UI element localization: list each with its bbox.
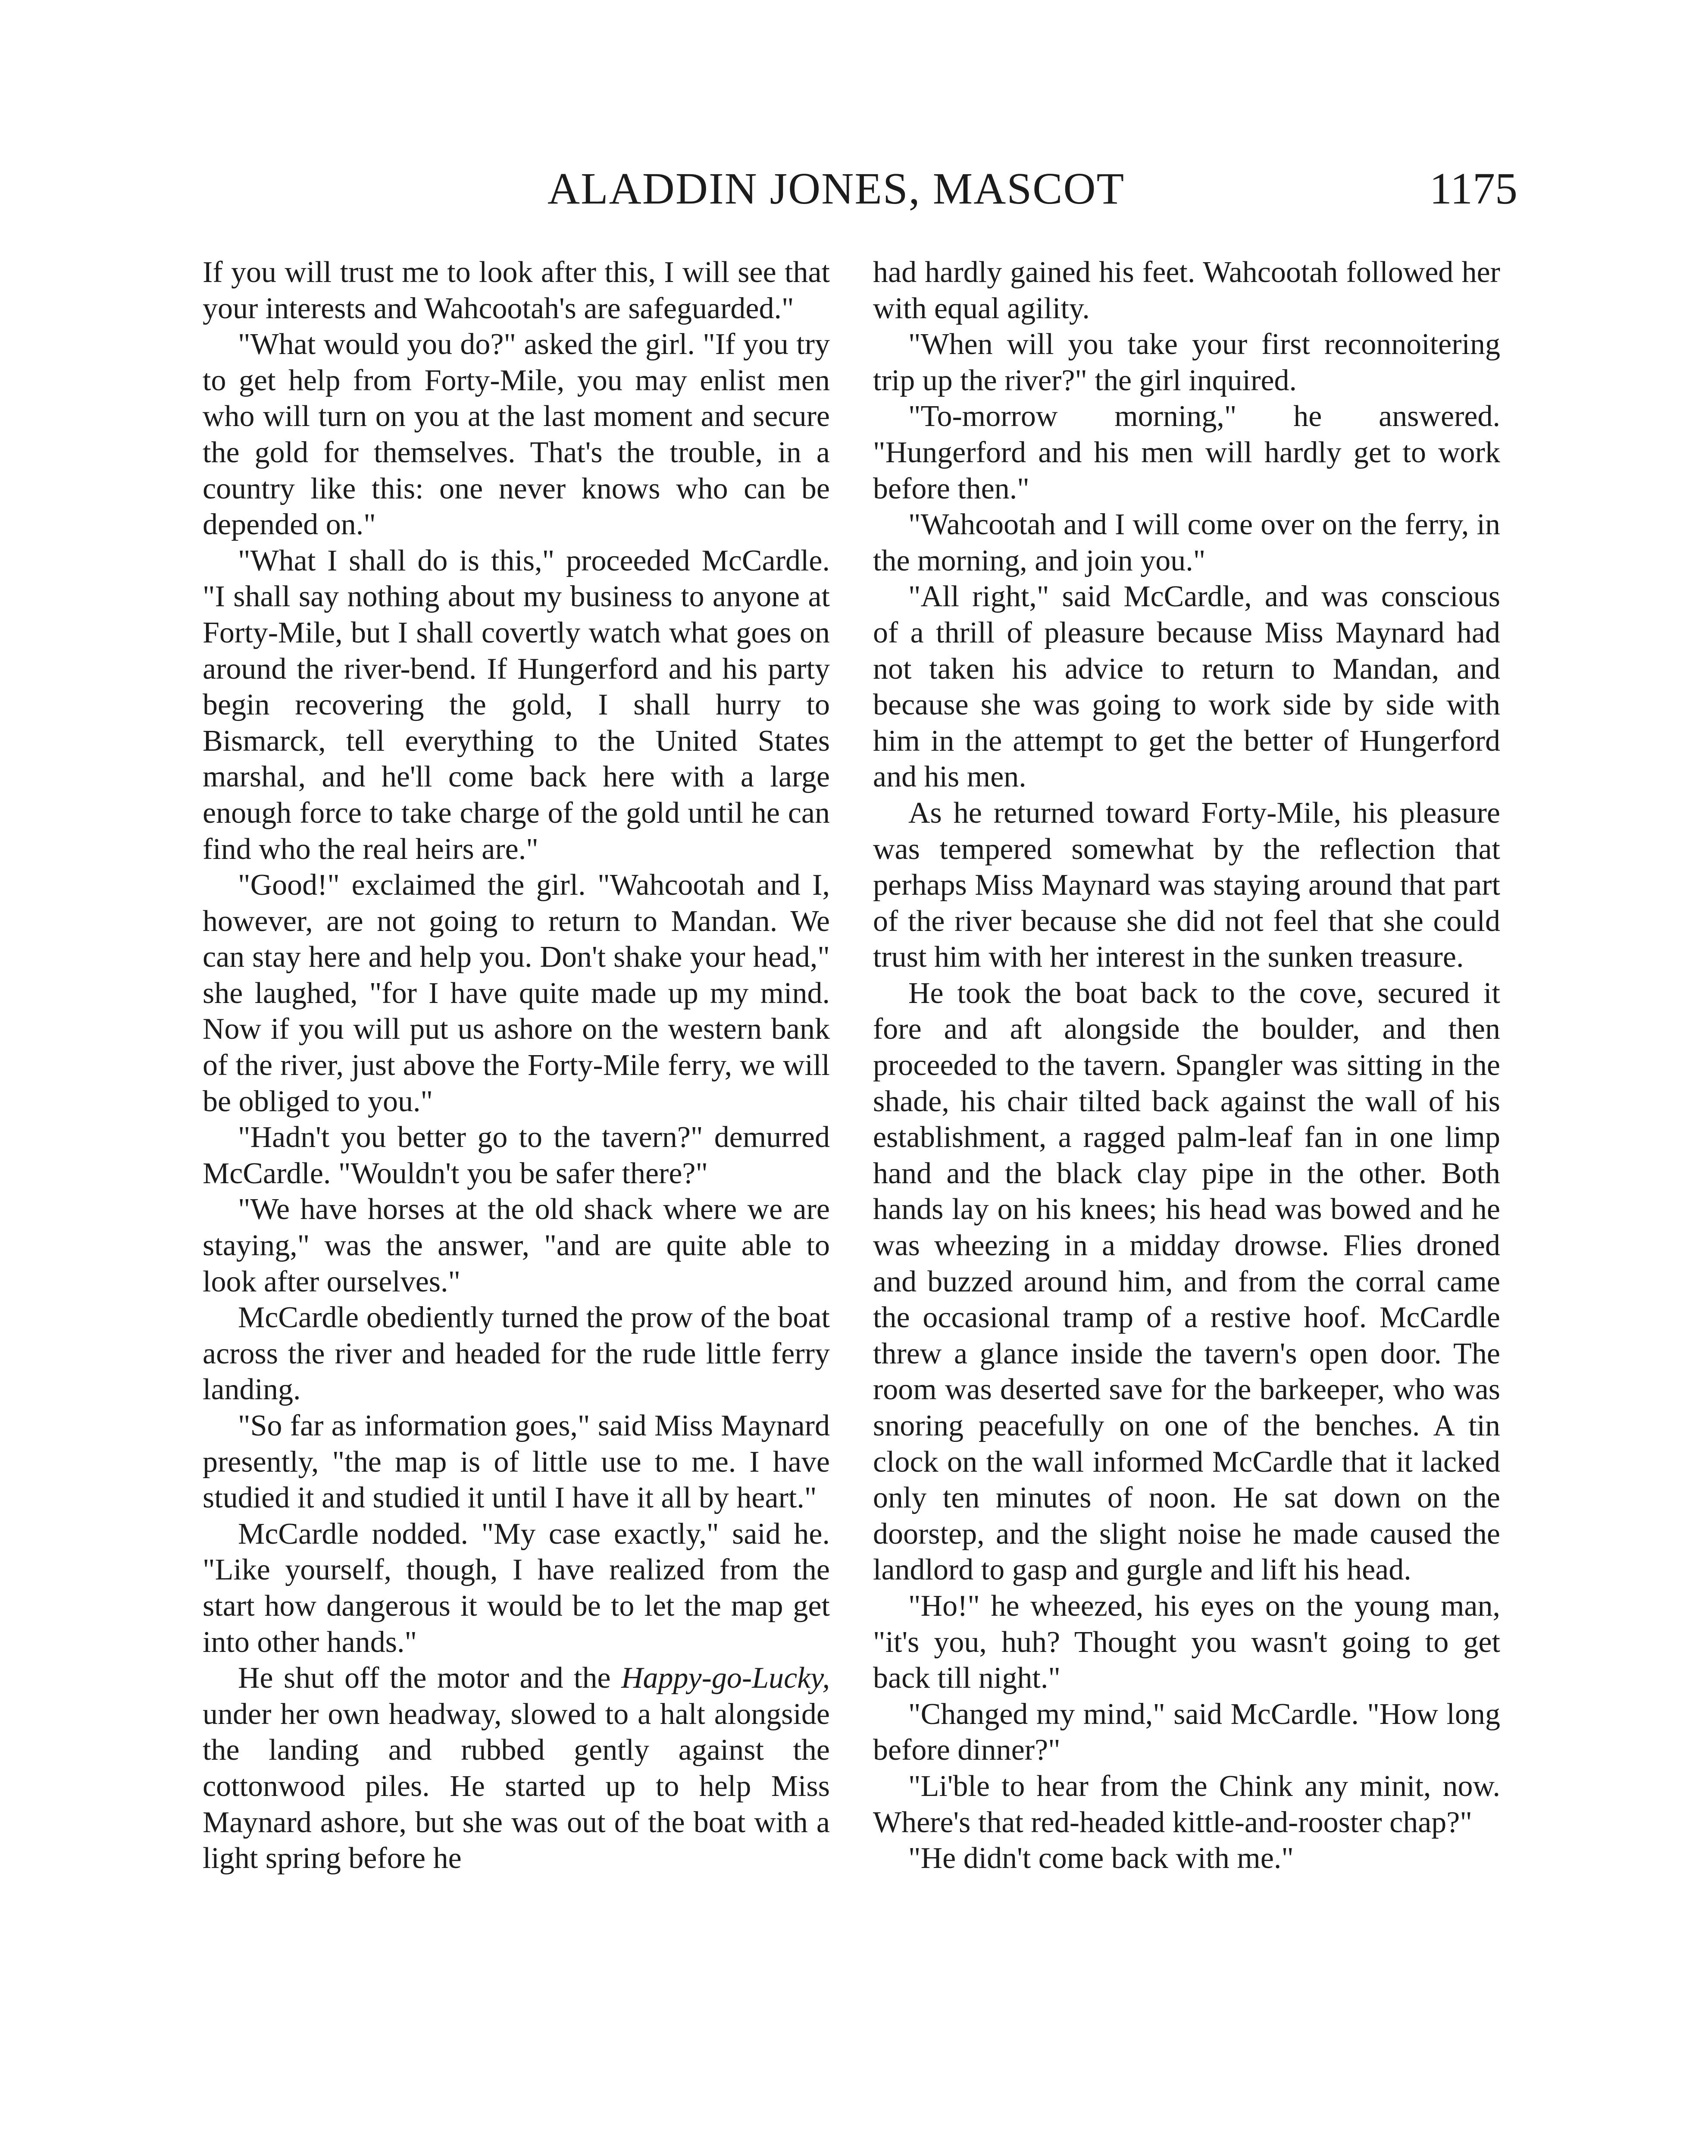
- paragraph: "Ho!" he wheezed, his eyes on the young man, "it's you, huh? Thought you wasn't going to get back till night.": [873, 1589, 1500, 1695]
- paragraph: If you will trust me to look after this, I will see that your interests and Wahcootah's are safeguarded.": [203, 256, 830, 325]
- paragraph: "What would you do?" asked the girl. "If you try to get help from Forty-Mile, you may enlist men who will turn on you at the last moment and secure the gold for themselves. That's the trouble, in a country like this: one never knows who can be depended on.": [203, 328, 830, 542]
- paragraph: "Li'ble to hear from the Chink any minit, now. Where's that red-headed kittle-and-rooster chap?": [873, 1769, 1500, 1839]
- paragraph: McCardle obediently turned the prow of the boat across the river and headed for the rude little ferry landing.: [203, 1301, 830, 1407]
- paragraph: "All right," said McCardle, and was conscious of a thrill of pleasure because Miss Maynard had not taken his advice to return to Mandan, and because she was going to work side by side with him in the attempt to get the better of Hungerford and his men.: [873, 580, 1500, 794]
- paragraph: As he returned toward Forty-Mile, his pleasure was tempered somewhat by the reflection that perhaps Miss Maynard was staying around that part of the river because she did not feel that she could trust him with her interest in the sunken treasure.: [873, 796, 1500, 974]
- right-column: [873, 254, 1500, 1877]
- paragraph: [203, 1660, 830, 1877]
- paragraph: He took the boat back to the cove, secured it fore and aft alongside the boulder, and then proceeded to the tavern. Spangler was sitting in the shade, his chair tilted back against the wall of his establishment, a ragged palm-leaf fan in one limp hand and the black clay pipe in the other. Both hands lay on his knees; his head was bowed and he was wheezing in a midday drowse. Flies droned and buzzed around him, and from the corral came the occasional tramp of a restive hoof. McCardle threw a glance inside the tavern's open door. The room was deserted save for the barkeeper, who was snoring peacefully on one of the benches. A tin clock on the wall informed McCardle that it lacked only ten minutes of noon. He sat down on the doorstep, and the slight noise he made caused the landlord to gasp and gurgle and lift his head.: [873, 976, 1500, 1587]
- left-column: [203, 254, 830, 1877]
- paragraph: "To-morrow morning," he answered. "Hungerford and his men will hardly get to work before then.": [873, 400, 1500, 505]
- paragraph: "When will you take your first reconnoitering trip up the river?" the girl inquired.: [873, 328, 1500, 397]
- paragraph: "Good!" exclaimed the girl. "Wahcootah and I, however, are not going to return to Mandan. We can stay here and help you. Don't shake your head," she laughed, "for I have quite made up my mind. Now if you will put us ashore on the western bank of the river, just above the Forty-Mile ferry, we will be obliged to you.": [203, 868, 830, 1118]
- paragraph: had hardly gained his feet. Wahcootah followed her with equal agility.: [873, 256, 1500, 325]
- paragraph: "So far as information goes," said Miss Maynard presently, "the map is of little use to me. I have studied it and studied it until I have it all by heart.": [203, 1409, 830, 1515]
- paragraph-text: under her own headway, slowed to a halt alongside the landing and rubbed gently against the cottonwood piles. He started up to help Miss Maynard ashore, but she was out of the boat with a light spring before he: [203, 1697, 830, 1875]
- paragraph: "We have horses at the old shack where we are staying," was the answer, "and are quite able to look after ourselves.": [203, 1193, 830, 1298]
- paragraph: "Wahcootah and I will come over on the ferry, in the morning, and join you.": [873, 508, 1500, 577]
- page-number: 1175: [1429, 164, 1517, 213]
- paragraph: "He didn't come back with me.": [908, 1842, 1294, 1875]
- paragraph: McCardle nodded. "My case exactly," said he. "Like yourself, though, I have realized from the start how dangerous it would be to let the map get into other hands.": [203, 1517, 830, 1659]
- boat-name: Happy-go-Lucky,: [621, 1661, 830, 1695]
- paragraph: "Changed my mind," said McCardle. "How long before dinner?": [873, 1697, 1500, 1767]
- paragraph: "What I shall do is this," proceeded McCardle. "I shall say nothing about my business to anyone at Forty-Mile, but I shall covertly watch what goes on around the river-bend. If Hungerford and his party begin recovering the gold, I shall hurry to Bismarck, tell everything to the United States marshal, and he'll come back here with a large enough force to take charge of the gold until he can find who the real heirs are.": [203, 544, 830, 866]
- paragraph-text: He shut off the motor and the: [238, 1661, 621, 1695]
- running-title: ALADDIN JONES, MASCOT: [547, 164, 1125, 213]
- paragraph: "Hadn't you better go to the tavern?" demurred McCardle. "Wouldn't you be safer there?": [203, 1121, 830, 1190]
- page-header: [203, 163, 1517, 219]
